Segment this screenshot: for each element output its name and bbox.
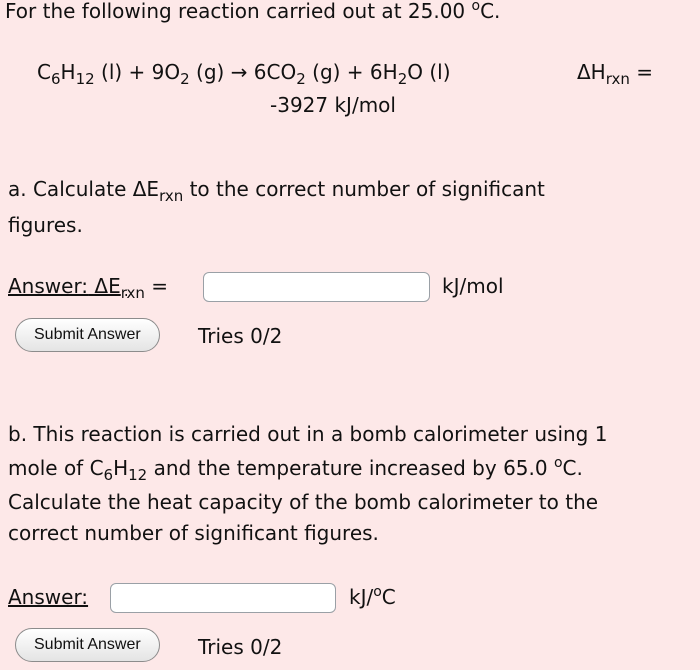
- part-b-submit-button[interactable]: Submit Answer: [15, 628, 160, 662]
- part-b-answer-input[interactable]: [110, 583, 336, 613]
- reaction-part: (g) + 6H: [305, 60, 398, 84]
- reaction-subscript: 12: [75, 70, 95, 88]
- question-text: a. Calculate ΔE: [8, 177, 160, 201]
- reaction-part: C: [37, 60, 51, 84]
- question-text: and the temperature increased by 65.0: [147, 456, 554, 480]
- degree-symbol: o: [471, 0, 481, 14]
- answer-label: Answer: $\Delta E_{rxn}$: [8, 274, 145, 302]
- part-a-answer-input[interactable]: [203, 272, 430, 302]
- equals-sign: =: [144, 274, 169, 298]
- degree-symbol: o: [553, 455, 563, 471]
- reaction-part: (g) → 6CO: [189, 60, 297, 84]
- part-a-answer-label: [8, 269, 168, 303]
- part-a-question-line2: figures.: [8, 213, 83, 237]
- part-b-tries: Tries 0/2: [198, 635, 283, 659]
- part-b-unit: [349, 580, 396, 614]
- reaction-subscript: 6: [50, 70, 61, 88]
- reaction-subscript: 2: [296, 70, 306, 88]
- unit-text: kJ/: [349, 585, 374, 609]
- part-b-question-line2: [8, 451, 583, 485]
- reaction-part: (l) + 9O: [94, 60, 181, 84]
- part-b-answer-label: [8, 580, 88, 614]
- delta-h-subscript: rxn: [605, 70, 630, 88]
- unit-text: C: [381, 585, 396, 609]
- intro-label: For the following reaction carried out at 25.00: [5, 0, 466, 23]
- question-text: H: [113, 456, 129, 480]
- part-a-unit: kJ/mol: [442, 274, 504, 298]
- question-subscript: 12: [128, 466, 148, 484]
- part-b-question-line1: b. This reaction is carried out in a bomb calorimeter using 1: [8, 422, 608, 446]
- temp-unit: C.: [480, 0, 501, 23]
- part-a-submit-button[interactable]: Submit Answer: [15, 318, 160, 352]
- equals-sign: =: [629, 60, 654, 84]
- question-text: to the correct number of significant: [183, 177, 545, 201]
- part-a-tries: Tries 0/2: [198, 324, 283, 348]
- question-text: C.: [562, 456, 583, 480]
- delta-h-label: [577, 55, 653, 89]
- question-text: mole of C: [8, 456, 104, 480]
- reaction-equation: [37, 55, 451, 89]
- answer-label: Answer:: [8, 585, 89, 609]
- degree-symbol: o: [373, 584, 382, 600]
- reaction-subscript: 2: [397, 70, 408, 88]
- part-b-question-line4: correct number of significant figures.: [8, 521, 379, 545]
- part-a-question: [8, 172, 545, 206]
- intro-text: [5, 0, 500, 28]
- delta-h-value: -3927 kJ/mol: [270, 93, 396, 117]
- reaction-part: O (l): [407, 60, 451, 84]
- delta-h-symbol: ΔH: [577, 60, 606, 84]
- reaction-subscript: 2: [180, 70, 190, 88]
- part-b-question-line3: Calculate the heat capacity of the bomb calorimeter to the: [8, 490, 599, 514]
- question-subscript: 6: [103, 466, 114, 484]
- question-subscript: rxn: [159, 187, 184, 205]
- reaction-part: H: [60, 60, 76, 84]
